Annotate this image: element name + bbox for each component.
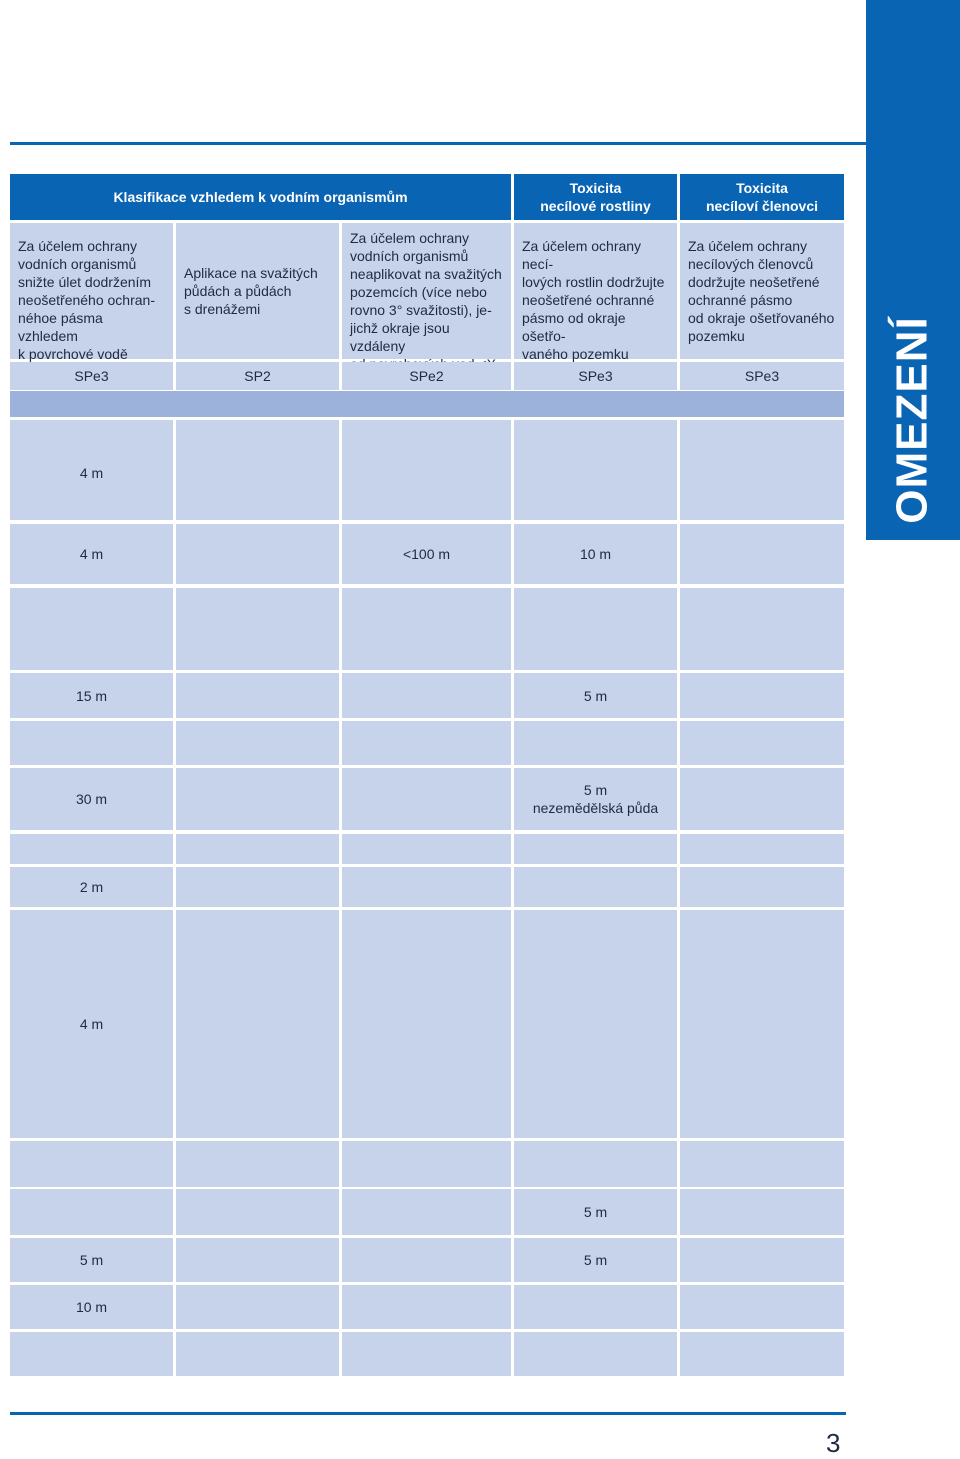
table-cell <box>176 1285 339 1329</box>
header-toxicity-plants-line2: necílové rostliny <box>540 198 651 214</box>
table-cell <box>680 768 844 830</box>
description-line: vaného pozemku <box>522 346 629 362</box>
description-line: vodních organismů <box>18 256 137 272</box>
cell-value: 2 m <box>79 879 104 895</box>
table-cell <box>342 867 511 907</box>
table-cell <box>342 721 511 765</box>
table-cell <box>680 834 844 864</box>
table-cell <box>10 673 173 718</box>
table-cell <box>176 910 339 1138</box>
description-line: neošetřeného ochran- <box>18 292 155 308</box>
cell-value: 4 m <box>79 546 104 562</box>
table-cell <box>514 1238 677 1282</box>
description-line: snižte úlet dodržením <box>18 274 152 290</box>
table-cell <box>514 673 677 718</box>
description-line: Za účelem ochrany <box>688 238 808 254</box>
description-line: pozemku <box>688 328 745 344</box>
table-cell <box>176 1238 339 1282</box>
table-cell <box>10 721 173 765</box>
table-cell <box>10 524 173 584</box>
table-cell <box>342 1141 511 1187</box>
table-cell <box>10 588 173 670</box>
table-cell <box>680 910 844 1138</box>
table-cell <box>680 673 844 718</box>
description-line: néhoe pásma vzhledem <box>18 310 103 344</box>
table-cell <box>10 834 173 864</box>
table-cell <box>342 1285 511 1329</box>
description-line: vodních organismů <box>350 248 469 264</box>
description-line: jichž okraje jsou vzdáleny <box>350 320 450 354</box>
code-cell-4: SPe3 <box>514 362 677 390</box>
table-cell <box>680 1238 844 1282</box>
description-line: pozemcích (více nebo <box>350 284 487 300</box>
table-cell <box>176 588 339 670</box>
table-cell <box>342 834 511 864</box>
description-line: půdách a půdách <box>184 283 292 299</box>
table-cell <box>514 1189 677 1235</box>
description-line: pásmo od okraje ošetřo- <box>522 310 626 344</box>
description-cell-3 <box>342 223 511 359</box>
cell-value: <100 m <box>402 546 451 562</box>
table-cell <box>342 524 511 584</box>
description-line: od okraje ošetřovaného <box>688 310 835 326</box>
table-cell <box>10 867 173 907</box>
table-cell <box>176 834 339 864</box>
table-cell <box>514 834 677 864</box>
table-cell <box>10 1285 173 1329</box>
table-cell <box>342 1189 511 1235</box>
table-cell <box>514 420 677 520</box>
table-cell <box>176 673 339 718</box>
table-cell <box>10 1189 173 1235</box>
table-cell <box>342 768 511 830</box>
cell-value: 15 m <box>75 687 108 704</box>
description-line: s drenážemi <box>184 301 261 317</box>
table-cell <box>680 867 844 907</box>
description-line: Aplikace na svažitých <box>184 265 318 281</box>
table-cell <box>176 768 339 830</box>
table-cell <box>680 1332 844 1376</box>
code-cell-3: SPe2 <box>342 362 511 390</box>
table-cell <box>680 1141 844 1187</box>
table-cell <box>176 1141 339 1187</box>
header-toxicity-arthropods <box>680 174 844 220</box>
description-cell-2 <box>176 223 339 359</box>
table-cell <box>680 588 844 670</box>
header-toxicity-arthropods-line1: Toxicita <box>736 180 788 196</box>
table-cell <box>10 1238 173 1282</box>
description-line: neaplikovat na svažitých <box>350 266 502 282</box>
table-cell <box>176 1189 339 1235</box>
table-cell <box>10 910 173 1138</box>
top-rule <box>10 142 866 145</box>
description-line: rovno 3° svažitosti), je- <box>350 302 492 318</box>
table-cell <box>680 420 844 520</box>
table-cell <box>342 420 511 520</box>
description-cell-4 <box>514 223 677 362</box>
description-line: Za účelem ochrany <box>350 230 470 246</box>
table-cell <box>514 1332 677 1376</box>
cell-value: 4 m <box>79 1016 104 1032</box>
table-cell <box>342 1238 511 1282</box>
table-cell <box>176 1332 339 1376</box>
description-line: Za účelem ochrany necí- <box>522 238 642 272</box>
cell-value: 5 m <box>79 1252 104 1268</box>
sidebar-label: OMEZENÍ <box>888 316 938 524</box>
cell-value: 4 m <box>79 465 104 481</box>
bottom-rule <box>10 1412 846 1415</box>
cell-line: 5 m <box>583 782 608 798</box>
description-line: Za účelem ochrany <box>18 238 138 254</box>
header-stripe <box>10 391 844 417</box>
description-line: necílových členovců <box>688 256 814 272</box>
description-cell-5 <box>680 223 844 359</box>
cell-value: 10 m <box>75 1299 108 1315</box>
description-line: neošetřené ochranné <box>522 292 655 308</box>
table-cell <box>680 1189 844 1235</box>
cell-value: 5 m <box>583 687 608 704</box>
description-line: ochranné pásmo <box>688 292 793 308</box>
table-cell <box>342 588 511 670</box>
table-cell <box>514 768 677 830</box>
code-cell-1: SPe3 <box>10 362 173 390</box>
cell-value: 5 m <box>583 1204 608 1220</box>
cell-value: 30 m <box>75 791 108 807</box>
header-classification <box>10 174 511 220</box>
description-line: lových rostlin dodržujte <box>522 274 665 290</box>
table-cell <box>10 768 173 830</box>
table-cell <box>514 588 677 670</box>
table-cell <box>514 910 677 1138</box>
header-toxicity-plants-line1: Toxicita <box>569 180 622 196</box>
description-line: k povrchové vodě <box>18 346 128 362</box>
description-cell-1 <box>10 223 173 362</box>
cell-line: nezemědělská půda <box>532 800 659 816</box>
table-cell <box>680 1285 844 1329</box>
table-cell <box>514 1285 677 1329</box>
table-cell <box>514 524 677 584</box>
code-cell-2: SP2 <box>176 362 339 390</box>
table-cell <box>176 524 339 584</box>
table-cell <box>514 867 677 907</box>
table-cell <box>680 721 844 765</box>
cell-value: 5 m <box>583 1252 608 1268</box>
sidebar-label-wrap <box>866 0 960 540</box>
table-cell <box>680 524 844 584</box>
table-cell <box>10 1141 173 1187</box>
table-cell <box>514 721 677 765</box>
table-cell <box>514 1141 677 1187</box>
cell-value: 10 m <box>579 546 612 562</box>
table-cell <box>342 910 511 1138</box>
table-cell <box>176 721 339 765</box>
description-line: dodržujte neošetřené <box>688 274 820 290</box>
code-cell-5: SPe3 <box>680 362 844 390</box>
header-toxicity-arthropods-line2: necíloví členovci <box>705 198 819 214</box>
header-classification-text: Klasifikace vzhledem k vodním organismům <box>113 189 408 205</box>
table-cell <box>176 420 339 520</box>
table-cell <box>342 673 511 718</box>
table-cell <box>342 1332 511 1376</box>
table-cell <box>176 867 339 907</box>
table-cell <box>10 1332 173 1376</box>
header-toxicity-plants <box>514 174 677 220</box>
table-cell <box>10 420 173 520</box>
page-number: 3 <box>826 1428 841 1458</box>
